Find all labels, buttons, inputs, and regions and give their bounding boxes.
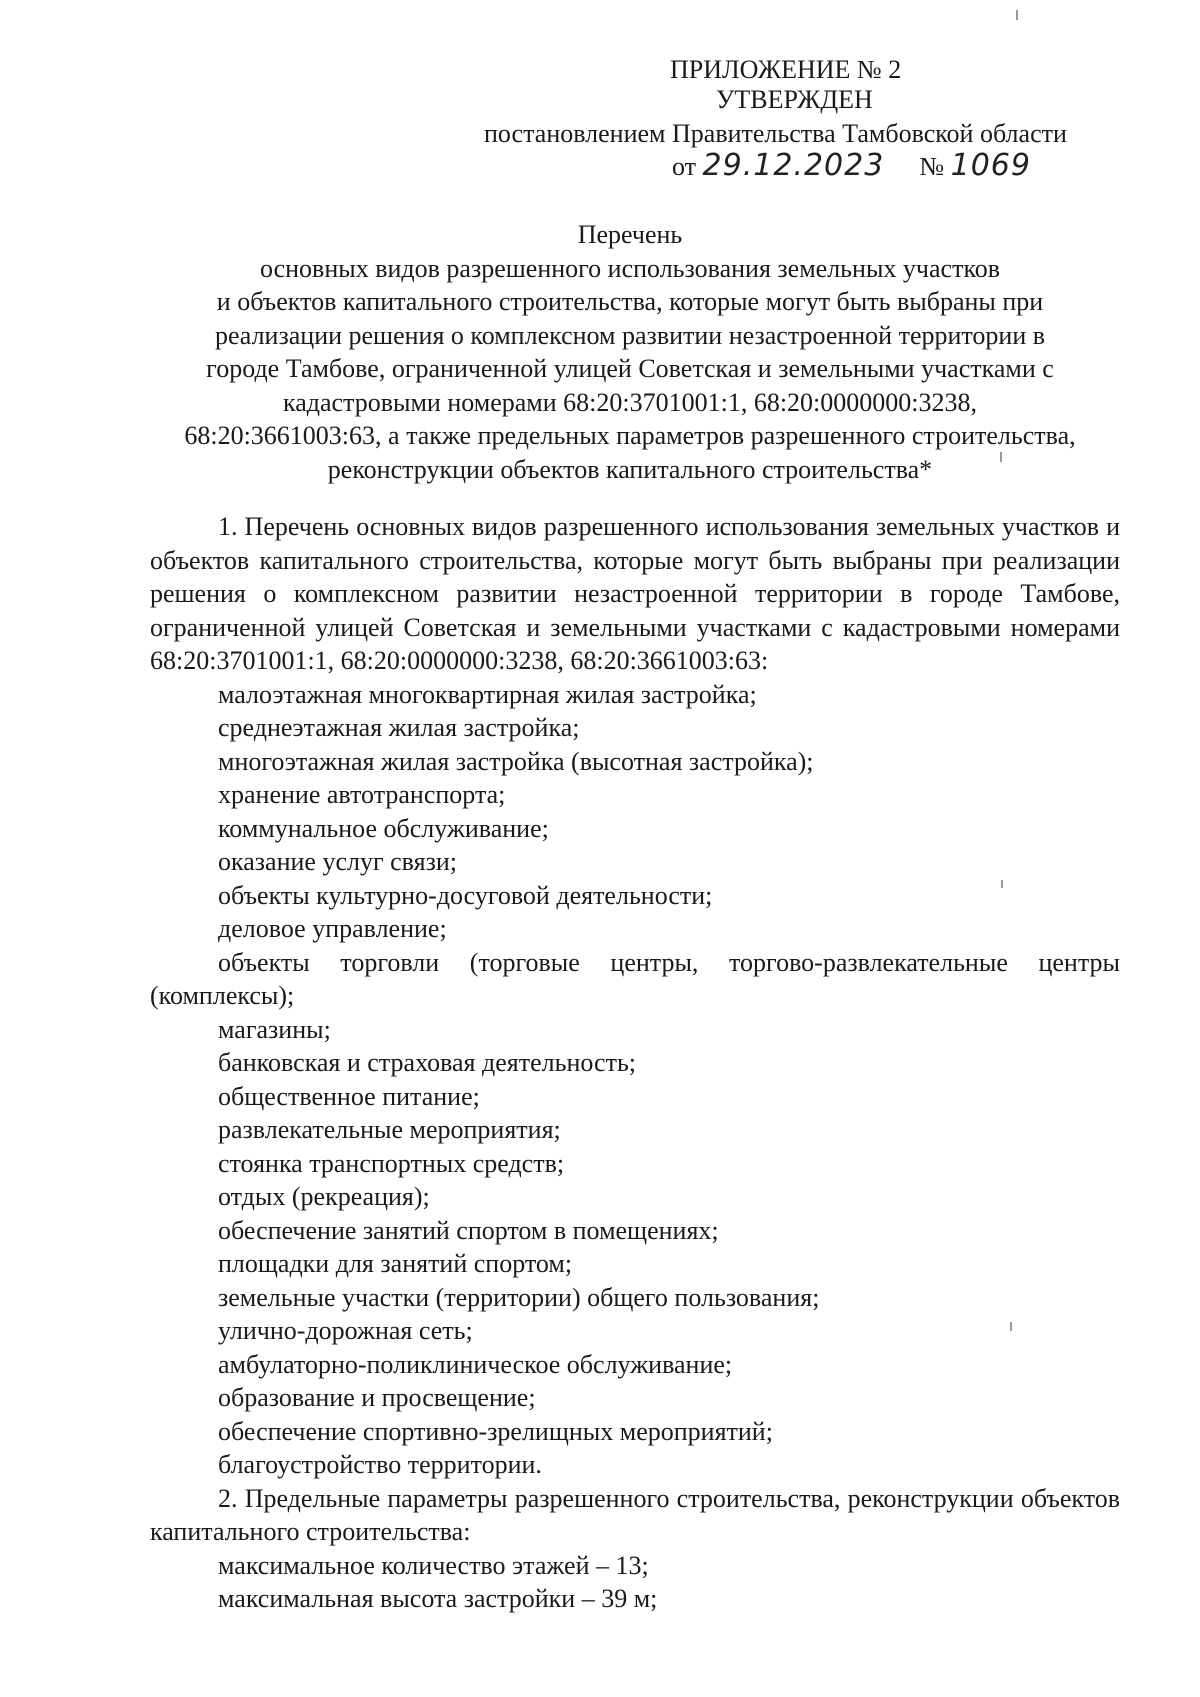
title-line: и объектов капитального строительства, которые могут быть выбраны при [216, 287, 1044, 316]
list-item: благоустройство территории. [218, 1450, 542, 1479]
list-item: среднеэтажная жилая застройка; [218, 713, 580, 742]
date-prefix: от [672, 152, 697, 181]
list-item: общественное питание; [218, 1081, 480, 1111]
list-item: объекты культурно-досуговой деятельности; [218, 880, 713, 910]
list-item: улично-дорожная сеть; [218, 1316, 473, 1345]
list-item: развлекательные мероприятия; [218, 1115, 561, 1144]
section-2-list [150, 1549, 1120, 1616]
list-item: магазины; [218, 1014, 331, 1044]
title-line: городе Тамбове, ограниченной улицей Советская и земельными участками с [206, 354, 1054, 383]
scan-mark [1000, 452, 1002, 462]
document-body [150, 510, 1120, 1616]
section-1-list [150, 678, 1120, 1482]
title-line: основных видов разрешенного использования земельных участков [259, 253, 1001, 283]
decree-date-line [672, 150, 1031, 183]
list-item: обеспечение занятий спортом в помещениях; [218, 1215, 719, 1245]
title-heading: Перечень [577, 220, 683, 249]
title-line: реализации решения о комплексном развитии незастроенной территории в [214, 320, 1046, 350]
scan-mark [1016, 10, 1018, 20]
list-item: максимальная высота застройки – 39 м; [218, 1584, 658, 1613]
list-item: обеспечение спортивно-зрелищных мероприятий; [218, 1416, 773, 1446]
scan-mark [1001, 880, 1003, 888]
list-item: площадки для занятий спортом; [218, 1249, 573, 1278]
list-item: многоэтажная жилая застройка (высотная застройка); [218, 746, 814, 776]
title-line: 68:20:3661003:63, а также предельных параметров разрешенного строительства, [184, 421, 1076, 450]
list-item: амбулаторно-поликлиническое обслуживание; [218, 1349, 733, 1379]
document-title [140, 218, 1120, 486]
list-item: стоянка транспортных средств; [218, 1148, 565, 1178]
decree-reference: постановлением Правительства Тамбовской области [484, 119, 1067, 148]
list-item: банковская и страховая деятельность; [218, 1048, 637, 1077]
list-item: деловое управление; [218, 914, 447, 943]
handwritten-number: 1069 [950, 148, 1031, 183]
list-item: максимальное количество этажей – 13; [218, 1550, 649, 1580]
list-item: хранение автотранспорта; [218, 780, 506, 809]
list-item: объекты торговли (торговые центры, торгово-развлекательные центры (комплексы); [150, 947, 1120, 1010]
approved-label: УТВЕРЖДЕН [716, 85, 873, 114]
list-item: отдых (рекреация); [218, 1182, 430, 1211]
title-line: реконструкции объектов капитального строительства* [327, 454, 933, 484]
list-item: коммунальное обслуживание; [218, 813, 549, 843]
annex-number: ПРИЛОЖЕНИЕ № 2 [670, 55, 902, 84]
handwritten-date: 29.12.2023 [702, 148, 885, 183]
list-item: оказание услуг связи; [218, 847, 457, 876]
list-item: образование и просвещение; [218, 1383, 536, 1412]
number-prefix: № [919, 152, 945, 181]
section-1-intro: 1. Перечень основных видов разрешенного использования земельных участков и объектов капитального строительства, которые могут быть выбраны при реализации решения о комплексном развитии незастроенной территории в городе Тамбове, ограниченной улицей Советская и земельными участками с кадастровыми номерами 68:20:3701001:1, 68:20:0000000:3238, 68:20:3661003:63: [150, 512, 1120, 675]
title-line: кадастровыми номерами 68:20:3701001:1, 68:20:0000000:3238, [282, 387, 978, 417]
section-2-intro: 2. Предельные параметры разрешенного строительства, реконструкции объектов капитального строительства: [150, 1483, 1120, 1546]
list-item: земельные участки (территории) общего пользования; [218, 1282, 820, 1312]
list-item: малоэтажная многоквартирная жилая застройка; [218, 679, 757, 709]
scan-mark [1010, 1322, 1012, 1331]
